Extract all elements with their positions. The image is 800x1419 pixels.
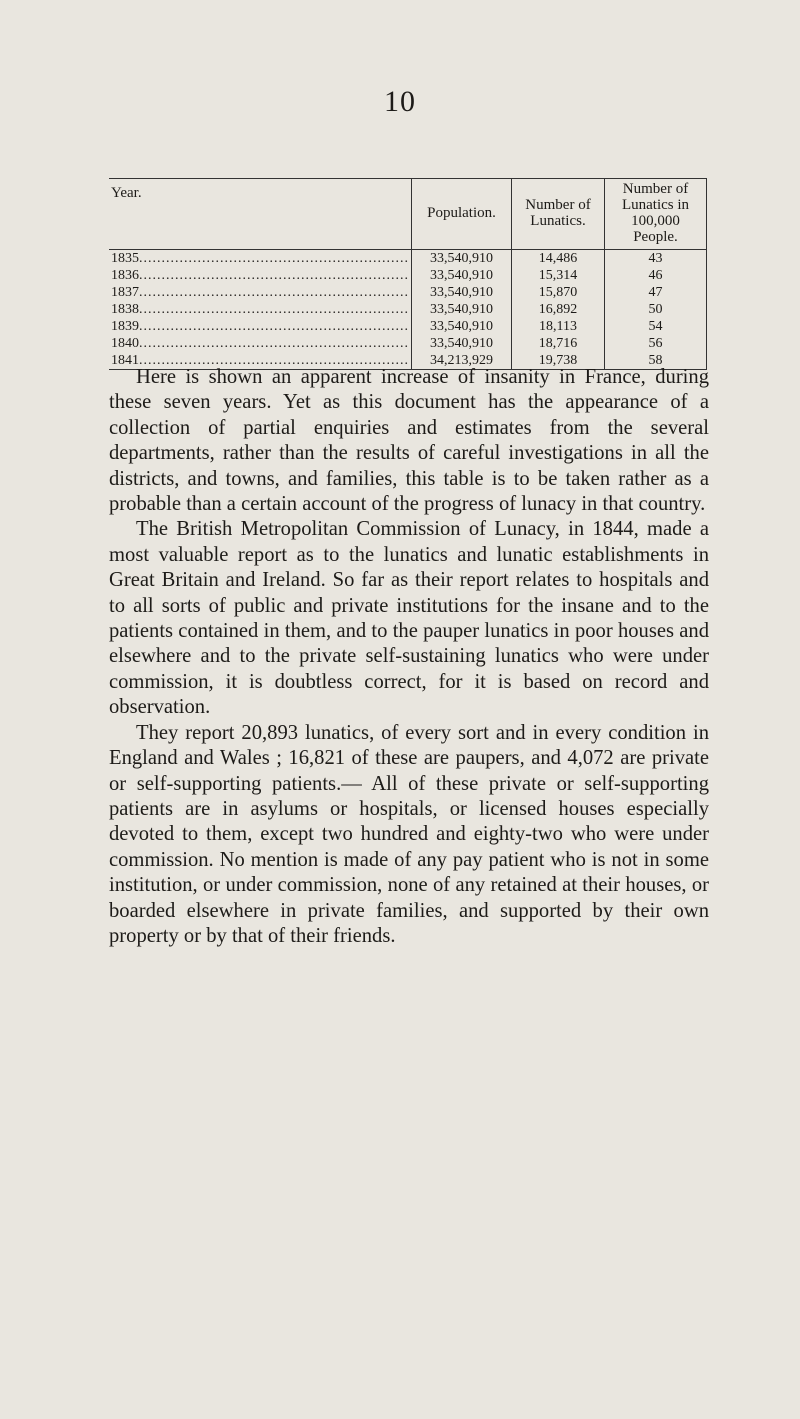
page-number: 10	[384, 85, 416, 118]
table-body	[109, 250, 707, 370]
year-value: 1836	[111, 267, 139, 283]
population-cell: 33,540,910	[412, 335, 512, 352]
population-cell: 33,540,910	[412, 284, 512, 301]
year-cell	[109, 301, 412, 318]
year-value: 1838	[111, 301, 139, 317]
table-row	[109, 284, 707, 301]
population-cell: 34,213,929	[412, 352, 512, 370]
year-cell	[109, 250, 412, 268]
per-100000-cell: 47	[605, 284, 707, 301]
year-cell	[109, 284, 412, 301]
body-text	[109, 365, 709, 949]
leader-dots: ............................................................	[139, 301, 409, 317]
table-header-row	[109, 179, 707, 250]
leader-dots: ............................................................	[139, 352, 409, 368]
lunatics-cell: 14,486	[512, 250, 605, 268]
table-row	[109, 318, 707, 335]
population-cell: 33,540,910	[412, 318, 512, 335]
leader-dots: ............................................................	[139, 335, 409, 351]
year-cell	[109, 318, 412, 335]
leader-dots: ............................................................	[139, 284, 409, 300]
year-cell	[109, 335, 412, 352]
paragraph: Here is shown an apparent increase of insanity in France, during these seven years. Yet as this document has the appearance of a collection of partial enquiries and estimates from the several departments, rather than the results of careful investigations in all the districts, and towns, and families, this table is to be taken rather as a probable than a certain account of the progress of lunacy in that country.	[109, 366, 709, 516]
per-100000-cell: 58	[605, 352, 707, 370]
year-header: Year.	[109, 179, 412, 250]
paragraph: They report 20,893 lunatics, of every sort and in every condition in England and Wales ; 16,821 of these are paupers, and 4,072 are private or self-supporting patients.— All of these private or self-supporting patients are in asylums or hospitals, or licensed houses especially devoted to them, except two hundred and eighty-two who were under commission. No mention is made of any pay patient who is not in some institution, or under commission, none of any retained at their houses, or boarded elsewhere in private families, and supported by their own property or by that of their friends.	[109, 721, 709, 947]
year-value: 1841	[111, 352, 139, 368]
paragraph: The British Metropolitan Commission of Lunacy, in 1844, made a most valuable report as to the lunatics and lunatic establishments in Great Britain and Ireland. So far as their report relates to hospitals and to all sorts of public and private institutions for the insane and to the patients contained in them, and to the pauper lunatics in poor houses and elsewhere and to the private self-sustaining lunatics who were under commission, it is doubtless correct, for it is based on record and observation.	[109, 518, 709, 719]
leader-dots: ............................................................	[139, 318, 409, 334]
lunatics-cell: 18,113	[512, 318, 605, 335]
lunatics-cell: 15,314	[512, 267, 605, 284]
population-cell: 33,540,910	[412, 250, 512, 268]
lunatics-header: Number of Lunatics.	[512, 179, 605, 250]
lunatics-cell: 15,870	[512, 284, 605, 301]
population-header: Population.	[412, 179, 512, 250]
year-cell	[109, 267, 412, 284]
lunatics-cell: 19,738	[512, 352, 605, 370]
year-value: 1837	[111, 284, 139, 300]
lunatics-cell: 18,716	[512, 335, 605, 352]
population-cell: 33,540,910	[412, 267, 512, 284]
insanity-statistics-table	[109, 178, 707, 370]
per-100000-cell: 46	[605, 267, 707, 284]
population-cell: 33,540,910	[412, 301, 512, 318]
per-100000-cell: 56	[605, 335, 707, 352]
per-100000-cell: 50	[605, 301, 707, 318]
table-row	[109, 335, 707, 352]
year-value: 1839	[111, 318, 139, 334]
table-row	[109, 267, 707, 284]
year-value: 1840	[111, 335, 139, 351]
leader-dots: ............................................................	[139, 267, 409, 283]
year-value: 1835	[111, 250, 139, 266]
table-row	[109, 250, 707, 268]
leader-dots: ............................................................	[139, 250, 409, 266]
per-100000-cell: 43	[605, 250, 707, 268]
lunatics-cell: 16,892	[512, 301, 605, 318]
per-100000-cell: 54	[605, 318, 707, 335]
table-row	[109, 301, 707, 318]
per-100000-header: Number of Lunatics in 100,000 People.	[605, 179, 707, 250]
